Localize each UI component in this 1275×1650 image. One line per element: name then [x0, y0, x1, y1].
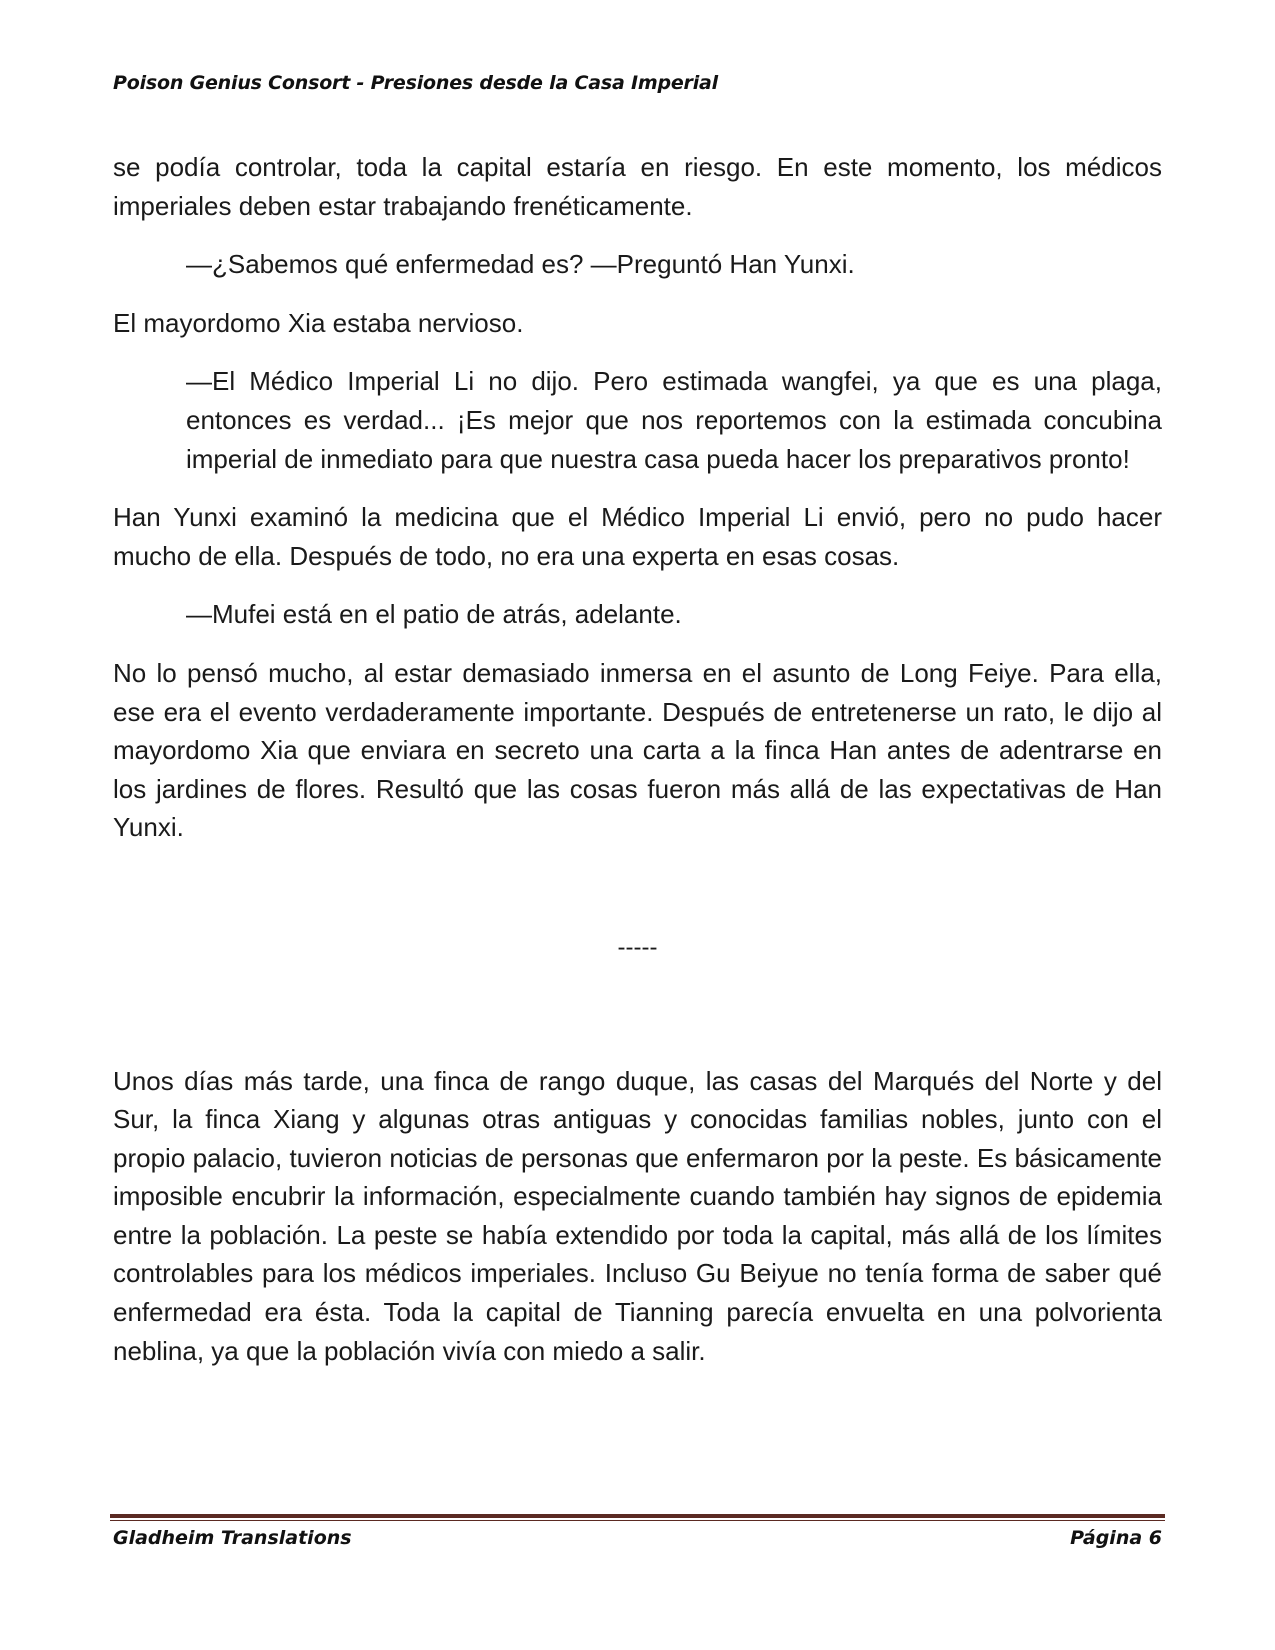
paragraph-5: Han Yunxi examinó la medicina que el Médico Imperial Li envió, pero no pudo hacer mucho de ella. Después de todo, no era una experta en esas cosas. [113, 502, 1162, 571]
footer-publisher: Gladheim Translations [113, 1527, 352, 1549]
dialogue-paragraph-2: —¿Sabemos qué enfermedad es? —Preguntó Han Yunxi. [186, 249, 855, 280]
footer-page-number: Página 6 [1070, 1527, 1162, 1549]
footer-rule-thin [110, 1520, 1165, 1521]
dialogue-paragraph-6: —Mufei está en el patio de atrás, adelante. [186, 599, 682, 630]
paragraph-7: No lo pensó mucho, al estar demasiado inmersa en el asunto de Long Feiye. Para ella, ese era el evento verdaderamente importante. Después de entretenerse un rato, le dijo al mayordomo Xia que enviara en secreto una carta a la finca Han antes de adentrarse en los jardines de flores. Resultó que las cosas fueron más allá de las expectativas de Han Yunxi. [113, 657, 1162, 843]
running-header: Poison Genius Consort - Presiones desde la Casa Imperial [113, 72, 718, 94]
paragraph-1: se podía controlar, toda la capital estaría en riesgo. En este momento, los médicos imperiales deben estar trabajando frenéticamente. [113, 152, 1162, 221]
paragraph-3: El mayordomo Xia estaba nervioso. [113, 307, 524, 338]
footer-rule-thick [110, 1514, 1165, 1518]
dialogue-paragraph-4: —El Médico Imperial Li no dijo. Pero estimada wangfei, ya que es una plaga, entonces es verdad... ¡Es mejor que nos reportemos con la estimada concubina imperial de inmediato para que nuestra casa pueda hacer los preparativos pronto! [186, 366, 1162, 474]
paragraph-8: Unos días más tarde, una finca de rango duque, las casas del Marqués del Norte y del Sur, la finca Xiang y algunas otras antiguas y conocidas familias nobles, junto con el propio palacio, tuvieron noticias de personas que enfermaron por la peste. Es básicamente imposible encubrir la información, especialmente cuando también hay signos de epidemia entre la población. La peste se había extendido por toda la capital, más allá de los límites controlables para los médicos imperiales. Incluso Gu Beiyue no tenía forma de saber qué enfermedad era ésta. Toda la capital de Tianning parecía envuelta en una polvorienta neblina, ya que la población vivía con miedo a salir. [113, 1065, 1162, 1366]
page-body [113, 148, 1162, 1390]
scene-separator: ----- [617, 933, 658, 961]
